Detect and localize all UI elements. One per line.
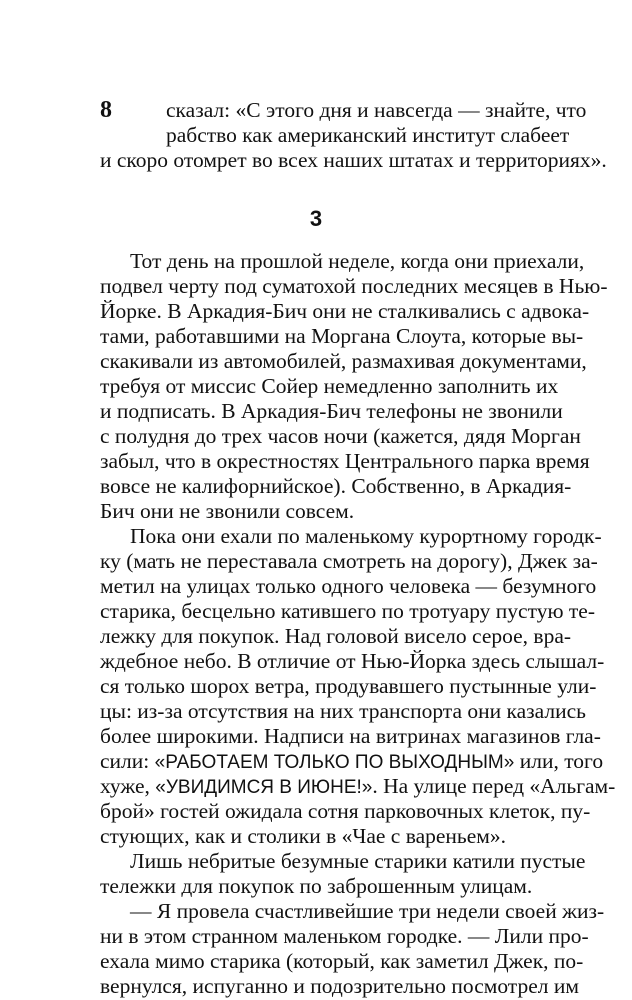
- text-line: забыл, что в окрестностях Центрального парка время: [100, 449, 590, 473]
- text-line: и скоро отомрет во всех наших штатах и территориях».: [100, 148, 607, 172]
- text-line: цы: из-за отсутствия на них транспорта они казались: [100, 699, 586, 723]
- text-line: лежку для покупок. Над головой висело серое, вра-: [100, 624, 572, 648]
- text-line: скакивали из автомобилей, размахивая документами,: [100, 349, 587, 373]
- text-line: тами, работавшими на Моргана Слоута, которые вы-: [100, 324, 584, 348]
- text-fragment: . На улице перед «Альгам-: [372, 774, 616, 798]
- text-line: более широкими. Надписи на витринах магазинов гла-: [100, 724, 601, 748]
- text-line: брой» гостей ожидала сотня парковочных клеток, пу-: [100, 799, 591, 823]
- text-line: тележки для покупок по заброшенным улицам.: [100, 874, 533, 898]
- text-line: стующих, как и столики в «Чае с вареньем».: [100, 824, 506, 848]
- text-line: [100, 774, 616, 800]
- text-line: Йорке. В Аркадия-Бич они не сталкивались с адвока-: [100, 299, 590, 323]
- text-line: рабство как американский институт слабеет: [166, 123, 570, 147]
- text-line: Тот день на прошлой неделе, когда они приехали,: [130, 249, 585, 273]
- text-line: Бич они не звонили совсем.: [100, 499, 355, 523]
- text-line: метил на улицах только одного человека — безумного: [100, 574, 597, 598]
- text-line: [100, 749, 604, 775]
- text-line: подвел черту под суматохой последних месяцев в Нью-: [100, 274, 608, 298]
- text-fragment: сили:: [100, 749, 155, 773]
- page-number: 8: [100, 97, 112, 123]
- text-line: старика, бесцельно катившего по тротуару пустую те-: [100, 599, 595, 623]
- text-line: вовсе не калифорнийское). Собственно, в Аркадия-: [100, 474, 572, 498]
- text-line: Пока они ехали по маленькому курортному городк-: [130, 524, 602, 548]
- text-line: ку (мать не переставала смотреть на дорогу), Джек за-: [100, 549, 598, 573]
- text-line: вернулся, испуганно и подозрительно посмотрел им: [100, 974, 579, 998]
- text-line: требуя от миссис Сойер немедленно заполнить их: [100, 374, 559, 398]
- text-line: и подписать. В Аркадия-Бич телефоны не звонили: [100, 399, 563, 423]
- text-fragment: хуже,: [100, 774, 156, 798]
- shop-sign-text: «РАБОТАЕМ ТОЛЬКО ПО ВЫХОДНЫМ»: [154, 752, 515, 773]
- chapter-number: 3: [309, 206, 323, 231]
- text-fragment: или, того: [514, 749, 604, 773]
- text-line: — Я провела счастливейшие три недели своей жиз-: [130, 899, 605, 923]
- text-line: ждебное небо. В отличие от Нью-Йорка здесь слышал-: [100, 649, 605, 673]
- text-line: сказал: «С этого дня и навсегда — знайте, что: [166, 98, 587, 122]
- text-line: ехала мимо старика (который, как заметил Джек, по-: [100, 949, 584, 973]
- text-line: с полудня до трех часов ночи (кажется, дядя Морган: [100, 424, 581, 448]
- text-line: Лишь небритые безумные старики катили пустые: [130, 849, 586, 873]
- text-line: ся только шорох ветра, продувавшего пустынные ули-: [100, 674, 597, 698]
- shop-sign-text: «УВИДИМСЯ В ИЮНЕ!»: [155, 777, 373, 798]
- text-line: ни в этом странном маленьком городке. — Лили про-: [100, 924, 589, 948]
